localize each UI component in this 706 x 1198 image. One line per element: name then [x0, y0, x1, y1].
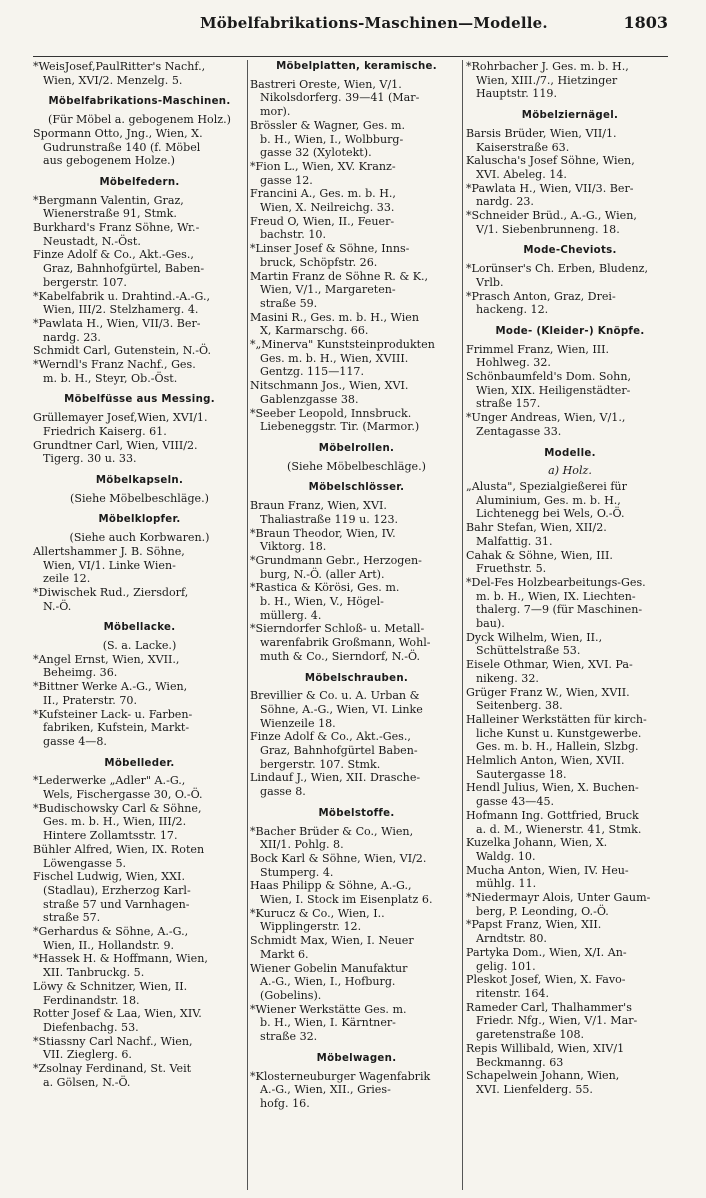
section-heading: Möbelfüsse aus Messing.: [64, 394, 215, 406]
column-1: [33, 60, 246, 1090]
entry-continuation: gasse 8.: [260, 785, 306, 799]
running-title: Möbelfabrikations-Maschinen—Modelle.: [200, 14, 548, 32]
entry-line: Grüger Franz W., Wien, XVII.: [466, 685, 630, 699]
entry-continuation: V/1. Siebenbrunneng. 18.: [476, 222, 620, 236]
entry-line: Bahr Stefan, Wien, XII/2.: [466, 521, 607, 535]
entry-continuation: burg, N.-Ö. (aller Art).: [260, 567, 385, 581]
entry-continuation: Wienerstraße 91, Stmk.: [43, 207, 177, 221]
entry-line: Masini R., Ges. m. b. H., Wien: [250, 310, 419, 324]
entry-continuation: Aluminium, Ges. m. b. H.,: [476, 493, 621, 507]
header-rule: [33, 56, 668, 57]
column-2: [250, 60, 463, 1111]
entry-continuation: Malfattig. 31.: [476, 534, 553, 548]
entry-continuation: garetenstraße 108.: [476, 1028, 585, 1042]
section-note: (Siehe Möbelbeschläge.): [70, 491, 209, 505]
entry-line: *Diwischek Rud., Ziersdorf,: [33, 585, 189, 599]
entry-continuation: straße 157.: [476, 397, 541, 411]
entry-continuation: müllerg. 4.: [260, 608, 322, 622]
section-heading: Möbelschlösser.: [308, 482, 405, 494]
entry-line: Bastreri Oreste, Wien, V/1.: [250, 77, 402, 91]
entry-continuation: Söhne, A.-G., Wien, VI. Linke: [260, 702, 423, 716]
entry-continuation: Wien, X. Neilreichg. 33.: [260, 201, 395, 215]
entry-continuation: gasse 43—45.: [476, 795, 555, 809]
entry-line: *Angel Ernst, Wien, XVII.,: [33, 652, 180, 666]
entry-line: Haas Philipp & Söhne, A.-G.,: [250, 879, 412, 893]
column-divider: [247, 60, 248, 1190]
section-heading: Mode-Cheviots.: [523, 245, 617, 257]
entry-line: *Wiener Werkstätte Ges. m.: [250, 1002, 407, 1016]
entry-continuation: XVI. Lienfelderg. 55.: [476, 1082, 593, 1096]
entry-line: *Braun Theodor, Wien, IV.: [250, 526, 396, 540]
entry-continuation: Ferdinandstr. 18.: [43, 993, 140, 1007]
entry-continuation: Wien, VI/1. Linke Wien-: [43, 558, 176, 572]
entry-line: Hendl Julius, Wien, X. Buchen-: [466, 781, 639, 795]
section-heading: Möbelleder.: [104, 757, 175, 769]
entry-line: *Werndl's Franz Nachf., Ges.: [33, 358, 196, 372]
entry-continuation: Kaiserstraße 63.: [476, 140, 570, 154]
entry-line: *Fion L., Wien, XV. Kranz-: [250, 159, 396, 173]
entry-continuation: Thaliastraße 119 u. 123.: [260, 512, 399, 526]
entry-continuation: Waldg. 10.: [476, 849, 536, 863]
entry-continuation: gasse 12.: [260, 173, 313, 187]
entry-line: Cahak & Söhne, Wien, III.: [466, 548, 613, 562]
entry-line: Bock Karl & Söhne, Wien, VI/2.: [250, 851, 427, 865]
page-header: [0, 0, 706, 44]
entry-continuation: nardg. 23.: [476, 195, 534, 209]
entry-line: Schapelwein Johann, Wien,: [466, 1069, 620, 1083]
entry-line: *Zsolnay Ferdinand, St. Veit: [33, 1062, 192, 1076]
entry-continuation: thalerg. 7—9 (für Maschinen-: [476, 603, 643, 617]
entry-continuation: XVI. Abeleg. 14.: [476, 167, 567, 181]
entry-line: Kuzelka Johann, Wien, X.: [466, 836, 608, 850]
entry-continuation: b. H., Wien, I. Kärntner-: [260, 1016, 396, 1030]
section-heading: Modelle.: [544, 447, 596, 459]
entry-continuation: hofg. 16.: [260, 1096, 310, 1110]
entry-continuation: Viktorg. 18.: [260, 540, 327, 554]
entry-continuation: zeile 12.: [43, 572, 91, 586]
entry-continuation: nikeng. 32.: [476, 671, 539, 685]
entry-continuation: Friedr. Nfg., Wien, V/1. Mar-: [476, 1014, 638, 1028]
entry-line: Schmidt Max, Wien, I. Neuer: [250, 934, 414, 948]
entry-line: *Pawlata H., Wien, VII/3. Ber-: [466, 181, 634, 195]
entry-line: Rotter Josef & Laa, Wien, XIV.: [33, 1007, 202, 1021]
entry-continuation: A.-G., Wien, XII., Gries-: [260, 1083, 391, 1097]
entry-continuation: Ges. m. b. H., Wien, XVIII.: [260, 351, 409, 365]
entry-line: Pleskot Josef, Wien, X. Favo-: [466, 973, 626, 987]
entry-continuation: Fruethstr. 5.: [476, 562, 547, 576]
entry-continuation: Liebeneggstr. Tir. (Marmor.): [260, 420, 420, 434]
entry-line: *Kabelfabrik u. Drahtind.-A.-G.,: [33, 289, 211, 303]
entry-line: *Niedermayr Alois, Unter Gaum-: [466, 891, 651, 905]
entry-continuation: bau).: [476, 617, 505, 631]
entry-line: „Alusta", Spezialgießerei für: [466, 479, 627, 493]
entry-continuation: Sautergasse 18.: [476, 767, 567, 781]
entry-continuation: (Stadlau), Erzherzog Karl-: [43, 883, 191, 897]
entry-continuation: (Gobelins).: [260, 989, 322, 1002]
entry-continuation: gasse 32 (Xylotekt).: [260, 146, 372, 160]
entry-continuation: Zentagasse 33.: [476, 424, 562, 438]
entry-continuation: Hohlweg. 32.: [476, 356, 551, 370]
entry-continuation: VII. Zieglerg. 6.: [43, 1048, 132, 1062]
entry-continuation: Löwengasse 5.: [43, 856, 127, 870]
entry-continuation: Hintere Zollamtsstr. 17.: [43, 829, 178, 843]
entry-continuation: m. b. H., Wien, IX. Liechten-: [476, 589, 636, 603]
entry-line: Lindauf J., Wien, XII. Drasche-: [250, 771, 421, 785]
entry-line: Repis Willibald, Wien, XIV/1: [466, 1041, 625, 1055]
section-heading: Möbellacke.: [103, 622, 176, 634]
section-heading: Möbelklopfer.: [98, 514, 181, 526]
column-3: [466, 60, 674, 1097]
entry-line: *Bacher Brüder & Co., Wien,: [250, 824, 414, 838]
entry-line: *Kufsteiner Lack- u. Farben-: [33, 707, 193, 721]
entry-line: Spormann Otto, Jng., Wien, X.: [33, 126, 203, 140]
entry-continuation: mor).: [260, 105, 291, 119]
entry-continuation: aus gebogenem Holze.): [43, 154, 176, 168]
entry-continuation: bachstr. 10.: [260, 228, 327, 242]
section-note: (Siehe Möbelbeschläge.): [287, 459, 426, 473]
entry-line: *Hassek H. & Hoffmann, Wien,: [33, 952, 208, 966]
entry-line: Braun Franz, Wien, XVI.: [250, 499, 387, 513]
entry-continuation: Stumperg. 4.: [260, 865, 334, 879]
entry-line: Finze Adolf & Co., Akt.-Ges.,: [250, 730, 411, 744]
entry-continuation: Gentzg. 115—117.: [260, 365, 364, 379]
entry-continuation: A.-G., Wien, I., Hofburg.: [260, 975, 396, 989]
entry-line: *Sierndorfer Schloß- u. Metall-: [250, 622, 425, 636]
entry-line: Wiener Gobelin Manufaktur: [250, 961, 408, 975]
entry-continuation: Beheimg. 36.: [43, 666, 118, 680]
entry-line: *Grundmann Gebr., Herzogen-: [250, 553, 422, 567]
entry-continuation: bergerstr. 107.: [43, 275, 127, 289]
section-heading: Möbelfabrikations-Maschinen.: [48, 96, 231, 108]
entry-continuation: XII. Tanbruckg. 5.: [43, 966, 145, 980]
entry-continuation: Gablenzgasse 38.: [260, 392, 359, 406]
entry-line: Halleiner Werkstätten für kirch-: [466, 712, 647, 726]
section-heading: Möbelkapseln.: [95, 474, 184, 486]
section-note: (Für Möbel a. gebogenem Holz.): [48, 113, 231, 127]
section-note: (S. a. Lacke.): [102, 639, 177, 653]
entry-continuation: II., Praterstr. 70.: [43, 693, 137, 707]
entry-line: *Bergmann Valentin, Graz,: [33, 193, 184, 207]
entry-continuation: gelig. 101.: [476, 959, 536, 973]
entry-continuation: Vrlb.: [476, 275, 504, 289]
entry-line: *Kurucz & Co., Wien, I..: [250, 906, 385, 920]
entry-continuation: ritenstr. 164.: [476, 987, 550, 1000]
entry-continuation: Graz, Bahnhofgürtel, Baben-: [43, 262, 205, 276]
entry-line: *Del-Fes Holzbearbeitungs-Ges.: [466, 575, 646, 589]
entry-continuation: Arndtstr. 80.: [476, 932, 547, 946]
section-heading: Möbelplatten, keramische.: [276, 61, 437, 72]
entry-line: *Lederwerke „Adler" A.-G.,: [33, 774, 186, 788]
entry-continuation: m. b. H., Steyr, Ob.-Öst.: [43, 371, 178, 385]
entry-continuation: warenfabrik Großmann, Wohl-: [260, 636, 431, 650]
entry-continuation: nardg. 23.: [43, 330, 101, 344]
entry-line: Partyka Dom., Wien, X/I. An-: [466, 945, 627, 959]
entry-line: Brevillier & Co. u. A. Urban &: [250, 689, 420, 703]
entry-line: *Papst Franz, Wien, XII.: [466, 918, 602, 932]
entry-continuation: Neustadt, N.-Öst.: [43, 234, 141, 248]
section-heading: Möbelfedern.: [99, 176, 180, 188]
entry-continuation: Ges. m. b. H., Hallein, Slzbg.: [476, 740, 639, 754]
entry-continuation: X, Karmarschg. 66.: [260, 324, 369, 338]
entry-line: Schönbaumfeld's Dom. Sohn,: [466, 370, 631, 384]
entry-continuation: Diefenbachg. 53.: [43, 1021, 139, 1034]
entry-continuation: straße 32.: [260, 1030, 318, 1044]
entry-continuation: Wien, III/2. Stelzhamerg. 4.: [43, 303, 199, 317]
entry-continuation: liche Kunst u. Kunstgewerbe.: [476, 726, 642, 740]
entry-line: *Bittner Werke A.-G., Wien,: [33, 680, 188, 694]
entry-line: Bühler Alfred, Wien, IX. Roten: [33, 842, 205, 856]
entry-continuation: hackeng. 12.: [476, 303, 549, 317]
entry-line: *Seeber Leopold, Innsbruck.: [250, 406, 412, 420]
entry-continuation: Wien, XVI/2. Menzelg. 5.: [43, 73, 183, 87]
entry-line: Allertshammer J. B. Söhne,: [33, 544, 185, 558]
entry-line: *Rohrbacher J. Ges. m. b. H.,: [466, 60, 629, 73]
entry-continuation: Lichtenegg bei Wels, O.-Ö.: [476, 507, 625, 521]
entry-continuation: Wipplingerstr. 12.: [260, 920, 362, 934]
entry-continuation: Ges. m. b. H., Wien, III/2.: [43, 815, 187, 829]
section-heading: Möbelrollen.: [318, 442, 395, 454]
entry-line: Brössler & Wagner, Ges. m.: [250, 118, 406, 132]
entry-continuation: Seitenberg. 38.: [476, 699, 563, 713]
entry-continuation: N.-Ö.: [43, 599, 72, 613]
entry-continuation: Markt 6.: [260, 947, 309, 961]
entry-continuation: Friedrich Kaiserg. 61.: [43, 424, 167, 438]
entry-continuation: b. H., Wien, V., Högel-: [260, 595, 384, 609]
entry-line: *Stiassny Carl Nachf., Wien,: [33, 1034, 193, 1048]
entry-continuation: Graz, Bahnhofgürtel Baben-: [260, 744, 418, 758]
entry-continuation: Beckmanng. 63: [476, 1055, 564, 1069]
entry-line: Barsis Brüder, Wien, VII/1.: [466, 126, 617, 140]
entry-line: Eisele Othmar, Wien, XVI. Pa-: [466, 658, 633, 672]
entry-continuation: Wien, XIX. Heiligenstädter-: [476, 383, 631, 397]
entry-continuation: straße 59.: [260, 296, 318, 310]
entry-line: Grundtner Carl, Wien, VIII/2.: [33, 438, 198, 452]
entry-line: *Gerhardus & Söhne, A.-G.,: [33, 925, 189, 939]
page-number: 1803: [623, 13, 668, 32]
entry-line: Nitschmann Jos., Wien, XVI.: [250, 379, 409, 393]
entry-continuation: Nikolsdorferg. 39—41 (Mar-: [260, 91, 420, 105]
entry-continuation: Wienzeile 18.: [260, 716, 336, 730]
entry-line: Schmidt Carl, Gutenstein, N.-Ö.: [33, 344, 211, 358]
entry-line: *Klosterneuburger Wagenfabrik: [250, 1069, 431, 1083]
entry-continuation: Tigerg. 30 u. 33.: [43, 452, 137, 466]
entry-continuation: Gudrunstraße 140 (f. Möbel: [43, 140, 201, 154]
entry-line: Löwy & Schnitzer, Wien, II.: [33, 979, 188, 993]
entry-line: Finze Adolf & Co., Akt.-Ges.,: [33, 248, 194, 262]
entry-line: Mucha Anton, Wien, IV. Heu-: [466, 863, 629, 877]
entry-continuation: gasse 4—8.: [43, 734, 107, 748]
entry-line: Hofmann Ing. Gottfried, Bruck: [466, 808, 639, 822]
entry-line: *„Minerva" Kunststeinprodukten: [250, 338, 435, 352]
column-divider: [462, 60, 463, 1190]
entry-continuation: Wien, XIII./7., Hietzinger: [476, 73, 618, 87]
entry-line: *Rastica & Körösi, Ges. m.: [250, 581, 400, 595]
entry-line: *Linser Josef & Söhne, Inns-: [250, 242, 410, 256]
entry-continuation: Wien, I. Stock im Eisenplatz 6.: [260, 893, 433, 907]
entry-continuation: XII/1. Pohlg. 8.: [260, 838, 344, 852]
entry-line: *WeisJosef,PaulRitter's Nachf.,: [33, 60, 206, 73]
section-heading: Möbelziernägel.: [521, 110, 619, 122]
entry-line: Francini A., Ges. m. b. H.,: [250, 187, 396, 201]
entry-continuation: Wels, Fischergasse 30, O.-Ö.: [43, 788, 203, 802]
section-heading: Möbelwagen.: [316, 1052, 397, 1064]
entry-line: Dyck Wilhelm, Wien, II.,: [466, 630, 603, 644]
entry-line: *Pawlata H., Wien, VII/3. Ber-: [33, 316, 201, 330]
entry-line: Fischel Ludwig, Wien, XXI.: [33, 870, 185, 884]
entry-line: Freud O, Wien, II., Feuer-: [250, 214, 395, 228]
entry-continuation: bergerstr. 107. Stmk.: [260, 757, 381, 771]
entry-line: Martin Franz de Söhne R. & K.,: [250, 269, 429, 283]
entry-continuation: Schüttelstraße 53.: [476, 644, 581, 658]
entry-line: Helmlich Anton, Wien, XVII.: [466, 754, 625, 768]
entry-line: Burkhard's Franz Söhne, Wr.-: [33, 221, 200, 235]
entry-line: Grüllemayer Josef,Wien, XVI/1.: [33, 411, 208, 425]
entry-continuation: bruck, Schöpfstr. 26.: [260, 255, 378, 269]
entry-continuation: b. H., Wien, I., Wolbburg-: [260, 132, 404, 146]
entry-line: Kaluscha's Josef Söhne, Wien,: [466, 154, 635, 168]
entry-line: *Budischowsky Carl & Söhne,: [33, 801, 202, 815]
section-note: (Siehe auch Korbwaren.): [69, 531, 210, 545]
entry-line: Rameder Carl, Thalhammer's: [466, 1000, 632, 1014]
entry-continuation: a. Gölsen, N.-Ö.: [43, 1075, 131, 1089]
entry-continuation: muth & Co., Sierndorf, N.-Ö.: [260, 649, 420, 663]
section-heading: Möbelschrauben.: [304, 672, 409, 684]
section-heading: Möbelstoffe.: [318, 807, 395, 819]
entry-continuation: Hauptstr. 119.: [476, 87, 557, 101]
entry-continuation: straße 57 und Varnhagen-: [43, 897, 190, 911]
entry-line: *Unger Andreas, Wien, V/1.,: [466, 411, 626, 425]
entry-line: *Lorünser's Ch. Erben, Bludenz,: [466, 262, 648, 276]
subsection-label: a) Holz.: [548, 464, 592, 478]
entry-line: *Schneider Brüd., A.-G., Wien,: [466, 209, 637, 223]
entry-continuation: straße 57.: [43, 911, 101, 925]
entry-continuation: Wien, V/1., Margareten-: [260, 283, 396, 297]
entry-line: *Prasch Anton, Graz, Drei-: [466, 289, 616, 303]
entry-continuation: a. d. M., Wienerstr. 41, Stmk.: [476, 822, 642, 836]
section-heading: Mode- (Kleider-) Knöpfe.: [495, 325, 645, 337]
entry-continuation: mühlg. 11.: [476, 877, 537, 891]
entry-continuation: Wien, II., Hollandstr. 9.: [43, 938, 175, 952]
entry-continuation: berg, P. Leonding, O.-Ö.: [476, 904, 609, 918]
entry-line: Frimmel Franz, Wien, III.: [466, 342, 610, 356]
entry-continuation: fabriken, Kufstein, Markt-: [43, 721, 190, 735]
